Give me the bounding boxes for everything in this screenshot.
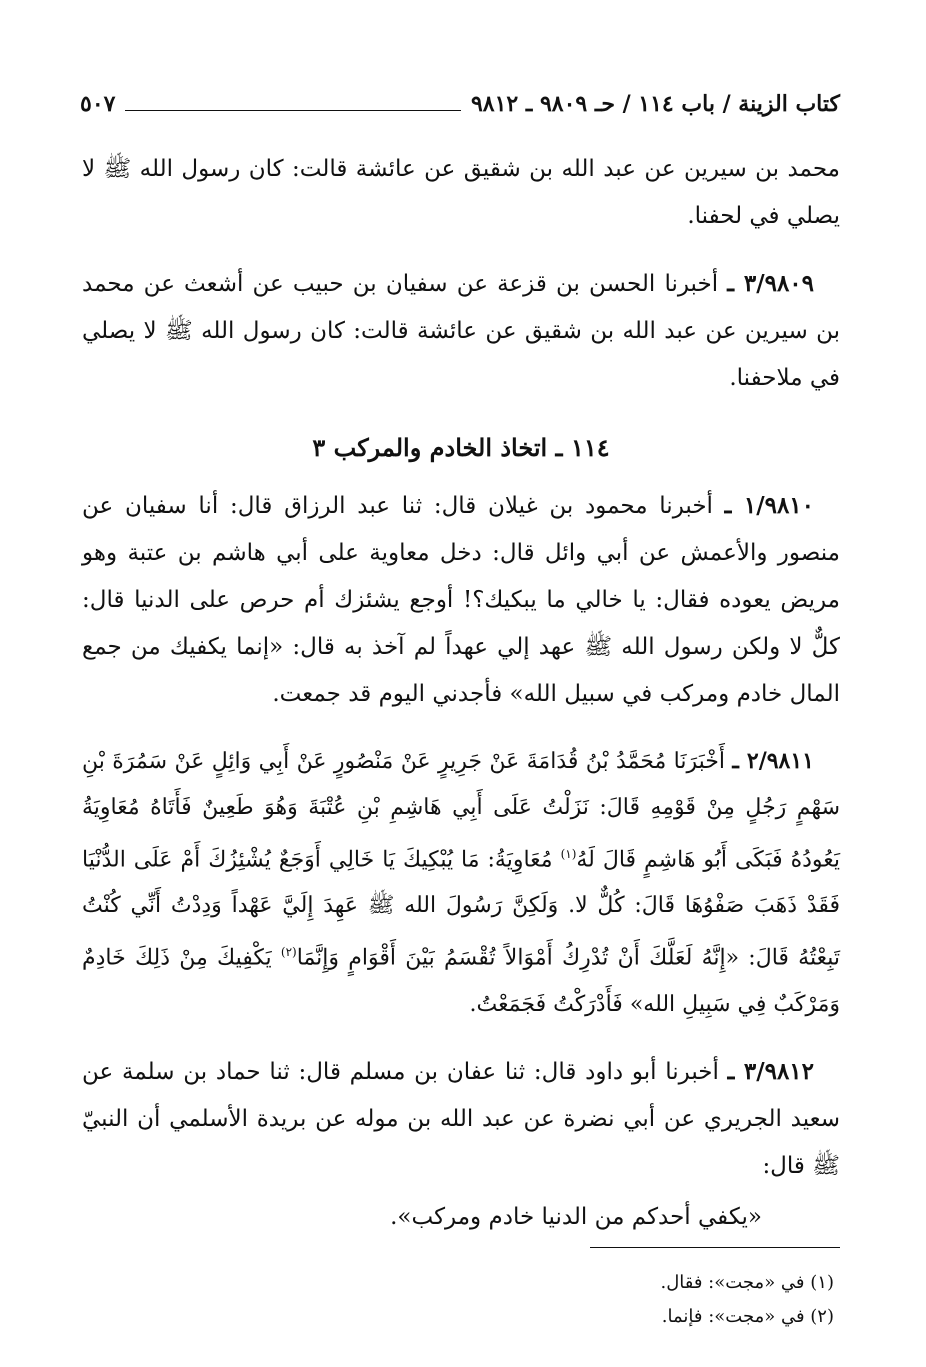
hadith-9812: [82, 1048, 840, 1190]
prophetic-saying: «يكفي أحدكم من الدنيا خادم ومركب».: [390, 1203, 762, 1230]
hadith-text: أخبرنا الحسن بن قزعة عن سفيان بن حبيب عن أشعث عن محمد بن سيرين عن عبد الله بن شقيق عن عائشة قالت: كان رسول الله ﷺ لا يصلي في ملاحفنا.: [82, 271, 840, 391]
hadith-text: أخبرنا أبو داود قال: ثنا عفان بن مسلم قال: ثنا حماد بن سلمة عن سعيد الجريري عن أبي نضرة عن عبد الله بن موله عن بريدة الأسلمي أن النبيّ ﷺ قال:: [82, 1058, 840, 1179]
chapter-heading: ١١٤ ـ اتخاذ الخادم والمركب ٣: [312, 433, 610, 462]
hadith-number: ٣/٩٨٠٩ ـ: [727, 270, 815, 297]
hadith-text-part-b: مُعَاوِيَةُ: مَا يُبْكِيكَ يَا خَالِي أَوَجَعٌ يُشْئِزُكَ أَمْ عَلَى الدُّنْيَا فَقَدْ ذَهَبَ صَفْوُهَا قَالَ: كُلٌّ لا. وَلَكِنَّ رَسُولَ الله ﷺ عَهِدَ إِلَيَّ عَهْداً وَدِدْتُ أَنِّي كُنْتُ تَبِعْتُهُ قَالَ: «إِنَّهُ لَعَلَّكَ أَنْ تُدْرِكُ أَمْوَالاً تُقْسَمُ بَيْنَ أَقْوَامٍ وَإِنَّمَا: [82, 847, 840, 971]
running-head: [80, 86, 840, 122]
running-head-title: كتاب الزينة / باب ١١٤ / حـ ٩٨٠٩ ـ ٩٨١٢: [470, 91, 840, 117]
paragraph-text: محمد بن سيرين عن عبد الله بن شقيق عن عائشة قالت: كان رسول الله ﷺ لا يصلي في لحفنا.: [82, 156, 840, 229]
footnote-2: (٢) في «مجت»: فإنما.: [661, 1306, 834, 1327]
hadith-9810: [82, 482, 840, 718]
footnotes: [82, 1266, 834, 1334]
hadith-number: ٣/٩٨١٢ ـ: [727, 1057, 815, 1085]
footnote-rule: [590, 1247, 840, 1248]
hadith-text-part-a: أَخْبَرَنَا مُحَمَّدُ بْنُ قُدَامَةَ عَنْ جَرِيرٍ عَنْ مَنْصُورٍ عَنْ أَبِي وَائِلٍ عَنْ سَمُرَةَ بْنِ سَهْمٍ رَجُلٍ مِنْ قَوْمِهِ قَالَ: نَزَلْتُ عَلَى أَبِي هَاشِمِ بْنِ عُتْبَةَ وَهُوَ طَعِينٌ فَأَتَاهُ مُعَاوِيَةُ يَعُودُهُ فَبَكَى أَبُو هَاشِمٍ قَالَ لَهُ: [82, 749, 841, 873]
footnote-ref-2: (٢): [280, 945, 297, 960]
hadith-number: ٢/٩٨١١ ـ: [732, 748, 814, 774]
hadith-text: أخبرنا محمود بن غيلان قال: ثنا عبد الرزاق قال: أنا سفيان عن منصور والأعمش عن أبي وائل قال: دخل معاوية على أبي هاشم بن عتبة وهو مريض يعوده فقال: يا خالي ما يبكيك؟! أوجع يشئزك أم حرص على الدنيا قال: كلٌّ لا ولكن رسول الله ﷺ عهد إلي عهداً لم آخذ به قال: «إنما يكفيك من جمع المال خادم ومركب في سبيل الله» فأجدني اليوم قد جمعت.: [82, 493, 840, 707]
running-head-rule: [125, 110, 460, 111]
hadith-number: ١/٩٨١٠ ـ: [724, 492, 815, 519]
hadith-9809: [82, 260, 840, 402]
footnote-ref-1: (١): [560, 847, 577, 861]
footnote-1: (١) في «مجت»: فقال.: [660, 1272, 834, 1293]
hadith-9811: [82, 738, 840, 1028]
page-number: ٥٠٧: [80, 91, 116, 117]
page-body: [82, 146, 840, 1240]
hadith-text-part-c: يَكْفِيكَ مِنْ ذَلِكَ خَادِمٌ وَمَرْكَبٌ فِي سَبِيلِ الله» فَأَدْرَكْتُ فَجَمَعْتُ.: [82, 945, 840, 1017]
paragraph-continued: [82, 146, 840, 240]
